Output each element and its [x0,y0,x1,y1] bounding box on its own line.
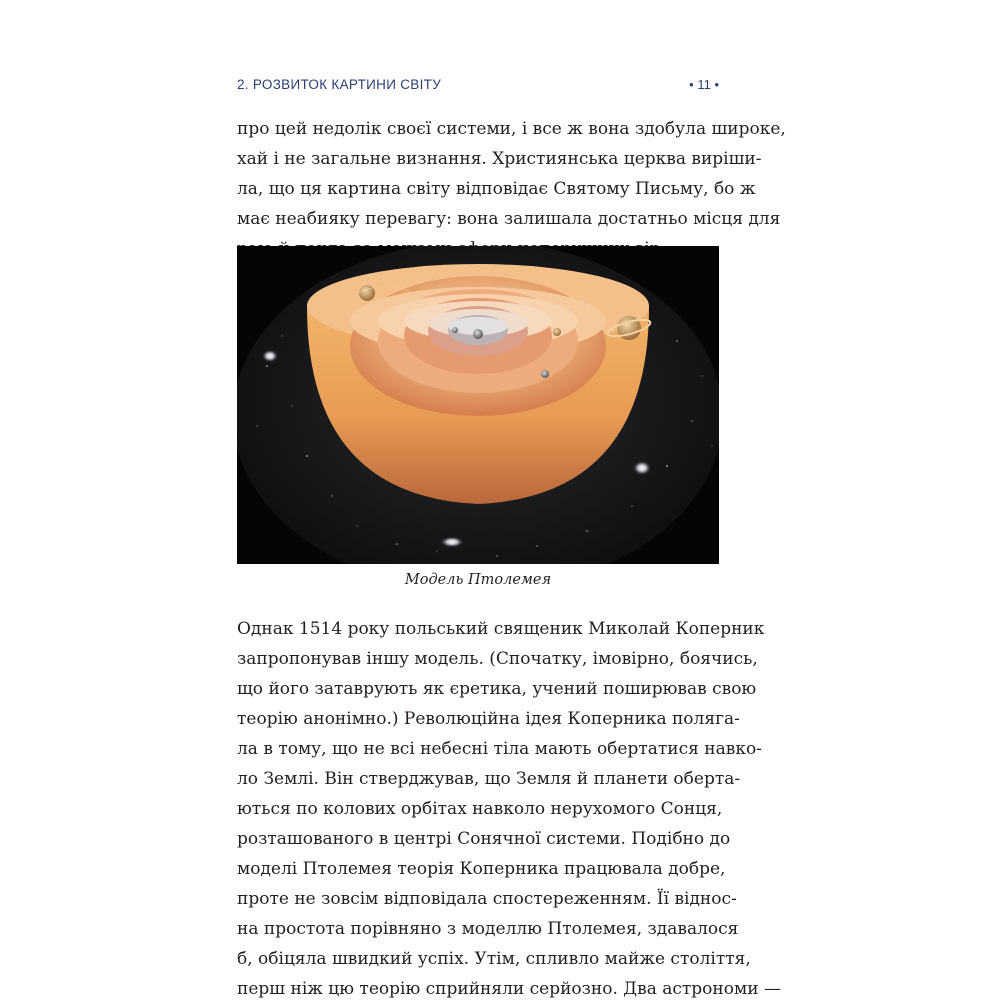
text-line: на простота порівняно з моделлю Птолемея, здавалося [237,919,739,939]
text-line: має неабияку перевагу: вона залишала достатньо місця для [237,209,781,229]
text-line: розташованого в центрі Сонячної системи. Подібно до [237,829,731,849]
running-head [237,77,719,97]
text-line: проте не зовсім відповідала спостереженням. Її віднос- [237,889,737,909]
text-line: ла, що ця картина світу відповідає Святому Письму, бо ж [237,179,756,199]
paragraph-top [237,114,786,264]
text-line: ються по колових орбітах навколо нерухомого Сонця, [237,799,723,819]
text-line: хай і не загальне визнання. Християнська церква виріши- [237,149,762,169]
chapter-title: 2. РОЗВИТОК КАРТИНИ СВІТУ [237,77,442,92]
moon-planet [452,327,458,333]
text-line: про цей недолік своєї системи, і все ж вона здобула широке, [237,119,786,139]
text-line: б, обіцяла швидкий успіх. Утім, спливло майже століття, [237,949,751,969]
text-line: ла в тому, що не всі небесні тіла мають обертатися навко- [237,739,762,759]
text-line: ло Землі. Він стверджував, що Земля й планети оберта- [237,769,741,789]
galaxy-right [632,460,652,476]
text-line: теорію анонімно.) Революційна ідея Коперника полягa- [237,709,740,729]
galaxy-bottom [439,536,465,548]
earth-planet [473,329,483,339]
jupiter-planet [359,285,375,301]
paragraph-bottom [237,614,781,1000]
text-line: Однак 1514 року польський священик Миколай Коперник [237,619,765,639]
ptolemaic-model-illustration [237,246,719,564]
text-line: перш ніж цю теорію сприйняли серйозно. Два астрономи — [237,979,781,999]
text-line: моделі Птолемея теорія Коперника працювала добре, [237,859,726,879]
mars-planet [541,370,549,378]
figure-caption: Модель Птолемея [404,572,552,588]
venus-planet [553,328,561,336]
text-line: запропонував іншу модель. (Спочатку, імовірно, боячись, [237,649,758,669]
page-number: • 11 • [689,77,719,92]
galaxy-left [261,349,279,363]
text-line: що його затаврують як єретика, учений поширював свою [237,679,757,699]
